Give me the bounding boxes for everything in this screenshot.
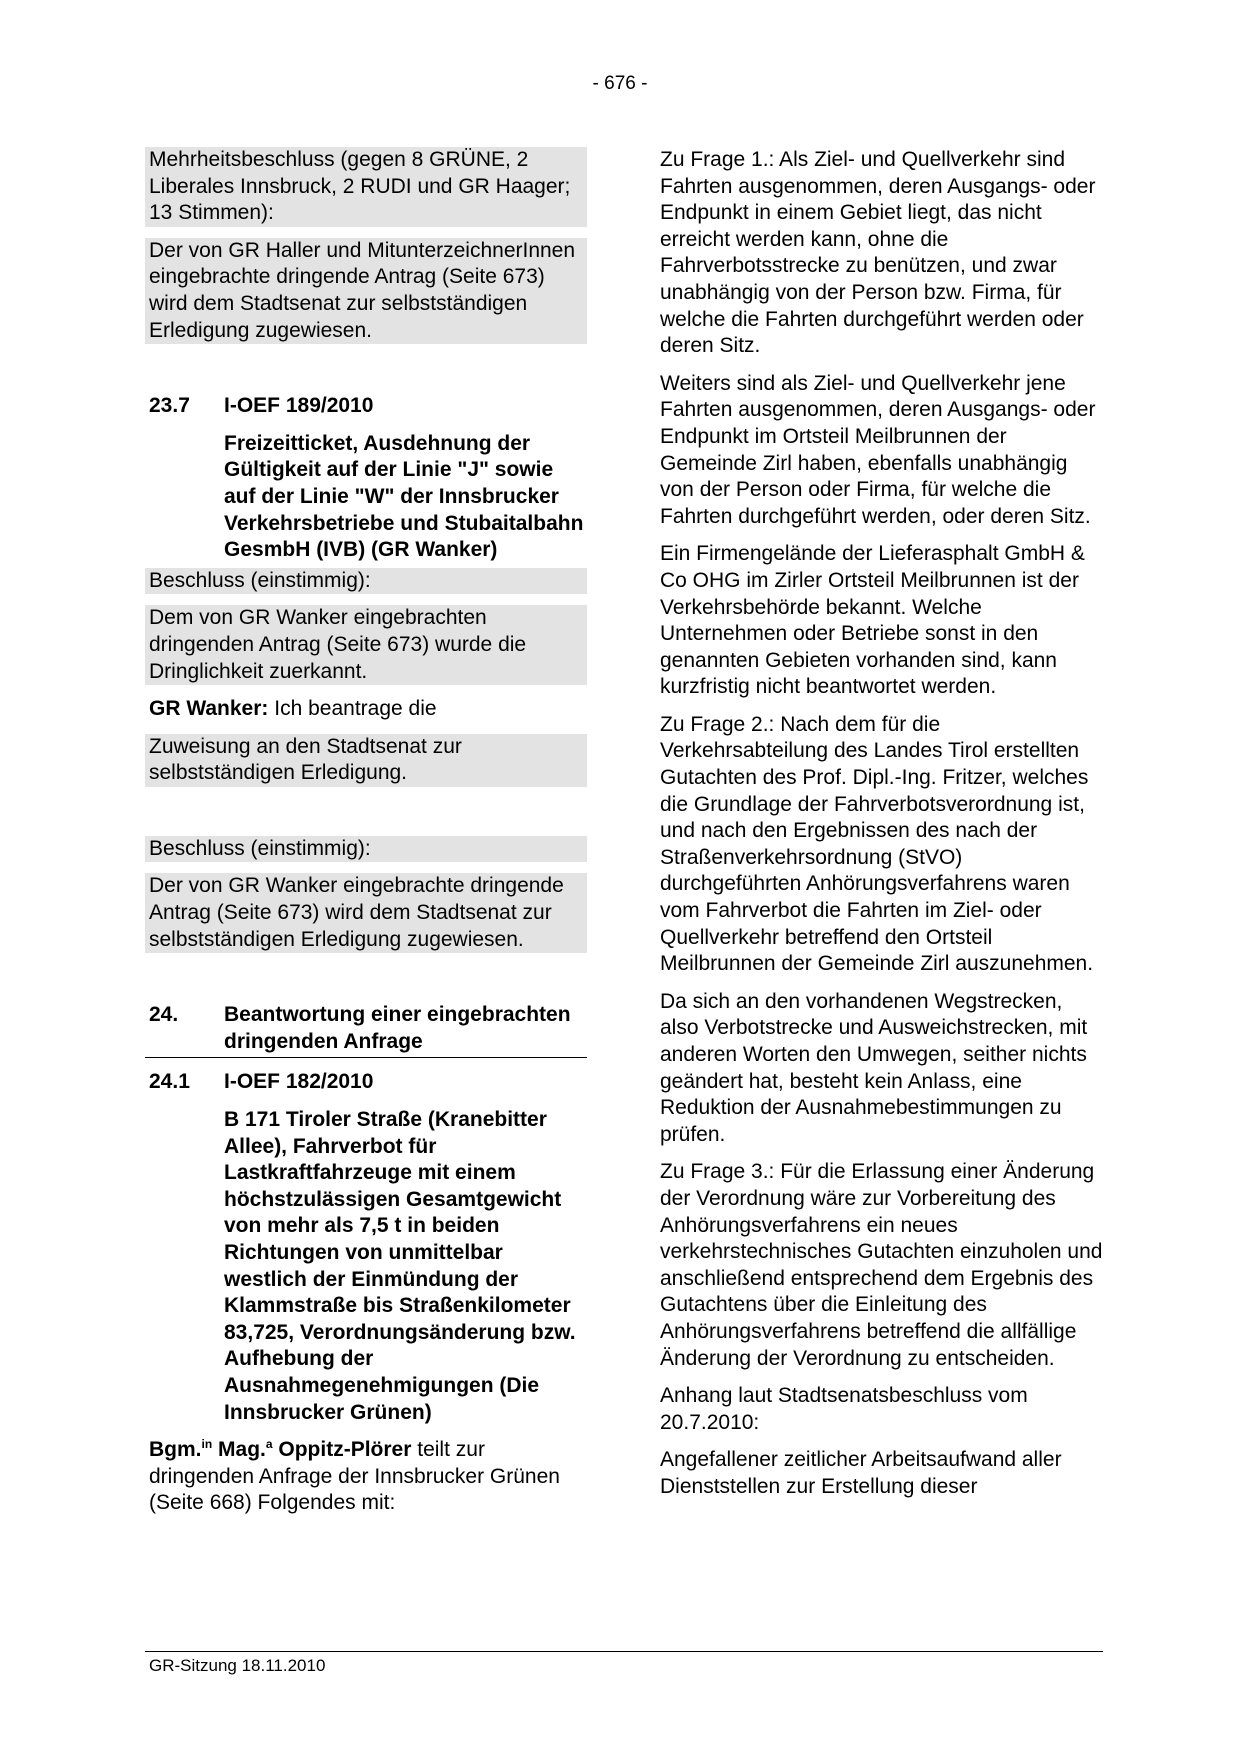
answer-paragraph-7: Anhang laut Stadtsenatsbeschluss vom 20.7.2010: [660, 1384, 1028, 1434]
answer-paragraph-1: Zu Frage 1.: Als Ziel- und Quellverkehr sind Fahrten ausgenommen, deren Ausgangs- oder Endpunkt in einem Gebiet liegt, das nicht erreicht werden kann, ohne die Fahrverbotsstrecke zu benützen, und zwar unabhängig von der Person bzw. Firma, für welche die Fahrten durchgeführt werden oder deren Sitz. [660, 148, 1096, 358]
item-number: 24.1 [149, 1070, 190, 1094]
answer-paragraph-6: Zu Frage 3.: Für die Erlassung einer Änderung der Verordnung wäre zur Vorbereitung des Anhörungsverfahrens ein neues verkehrstechnisches Gutachten einzuholen und anschließend entsprechend dem Ergebnis des Gutachtens über die Einleitung des Anhörungsverfahrens betreffend die allfällige Änderung der Verordnung zu entscheiden. [660, 1160, 1103, 1370]
decision-text: Dem von GR Wanker eingebrachten dringenden Antrag (Seite 673) wurde die Dringlichkeit zuerkannt. [145, 605, 587, 685]
item-code: I-OEF 182/2010 [224, 1070, 374, 1094]
answer-paragraph-4: Zu Frage 2.: Nach dem für die Verkehrsabteilung des Landes Tirol erstellten Gutachten des Prof. Dipl.-Ing. Fritzer, welches die Grundlage der Fahrverbotsverordnung ist, und nach den Ergebnissen des nach der Straßenverkehrsordnung (StVO) durchgeführten Anhörungsverfahrens waren vom Fahrverbot die Fahrten im Ziel- oder Quellverkehr betreffend den Ortsteil Meilbrunnen der Gemeinde Zirl auszunehmen. [660, 712, 1094, 976]
right-column [660, 147, 1104, 1501]
answer-paragraph-3: Ein Firmengelände der Lieferasphalt GmbH & Co OHG im Zirler Ortsteil Meilbrunnen ist der Verkehrsbehörde bekannt. Welche Unternehmen oder Betriebe sonst in den genannten Gebieten vorhanden sind, kann kurzfristig nicht beantwortet werden. [660, 542, 1085, 699]
decision-text: Der von GR Wanker eingebrachte dringende Antrag (Seite 673) wird dem Stadtsenat zur selbstständigen Erledigung zugewiesen. [145, 873, 587, 953]
answer-paragraph-2: Weiters sind als Ziel- und Quellverkehr jene Fahrten ausgenommen, deren Ausgangs- oder Endpunkt im Ortsteil Meilbrunnen der Gemeinde Zirl haben, ebenfalls unabhängig von der Person oder Firma, für welche die Fahrten durchgeführt werden, oder deren Sitz. [660, 371, 1096, 528]
item-title: B 171 Tiroler Straße (Kranebitter Allee), Fahrverbot für Lastkraftfahrzeuge mit einem höchstzulässigen Gesamtgewicht von mehr als 7,5 t in beiden Richtungen von unmittelbar westlich der Einmündung der Klammstraße bis Straßenkilometer 83,725, Verordnungsänderung bzw. Aufhebung der Ausnahmegenehmigungen (Die Innsbrucker Grünen) [224, 1108, 576, 1424]
mayor-text: teilt zur dringenden Anfrage der Innsbrucker Grünen (Seite 668) Folgendes mit: [149, 1438, 560, 1515]
speaker-statement [145, 696, 587, 723]
agenda-item-23-7 [145, 393, 587, 420]
agenda-item-24 [145, 1002, 587, 1058]
item-number: 24. [149, 1003, 179, 1027]
item-code: I-OEF 189/2010 [224, 394, 374, 418]
speaker-text: Ich beantrage die [274, 697, 437, 721]
footer-text: GR-Sitzung 18.11.2010 [149, 1656, 326, 1675]
vote-result-unanimous: Beschluss (einstimmig): [145, 568, 587, 595]
item-number: 23.7 [149, 394, 190, 418]
answer-paragraph-8: Angefallener zeitlicher Arbeitsaufwand aller Dienststellen zur Erstellung dieser [660, 1448, 1062, 1498]
page-number: - 676 - [592, 73, 648, 94]
left-column [145, 147, 587, 1517]
mayor-title: Bgm.$^{in}$ Mag.$^a$ Oppitz-Plörer [149, 1437, 412, 1462]
speaker-name: GR Wanker: [149, 697, 269, 721]
footer-divider [145, 1651, 1103, 1652]
decision-text: Der von GR Haller und MitunterzeichnerInnen eingebrachte dringende Antrag (Seite 673) wird dem Stadtsenat zur selbstständigen Erledigung zugewiesen. [145, 238, 587, 344]
item-title: Freizeitticket, Ausdehnung der Gültigkeit auf der Linie "J" sowie auf der Linie "W" der Innsbrucker Verkehrsbetriebe und Stubaitalbahn GesmbH (IVB) (GR Wanker) [224, 431, 584, 562]
mayor-statement [145, 1437, 587, 1517]
agenda-item-24-1 [145, 1069, 587, 1096]
answer-paragraph-5: Da sich an den vorhandenen Wegstrecken, also Verbotstrecke und Ausweichstrecken, mit anderen Worten den Umwegen, seither nichts geändert hat, besteht kein Anlass, eine Reduktion der Ausnahmebestimmungen zu prüfen. [660, 989, 1088, 1146]
item-title: Beantwortung einer eingebrachten dringenden Anfrage [224, 1003, 571, 1053]
motion-text: Zuweisung an den Stadtsenat zur selbstständigen Erledigung. [145, 734, 587, 787]
vote-result-majority: Mehrheitsbeschluss (gegen 8 GRÜNE, 2 Liberales Innsbruck, 2 RUDI und GR Haager; 13 Stimmen): [145, 147, 587, 227]
vote-result-unanimous: Beschluss (einstimmig): [145, 836, 587, 863]
